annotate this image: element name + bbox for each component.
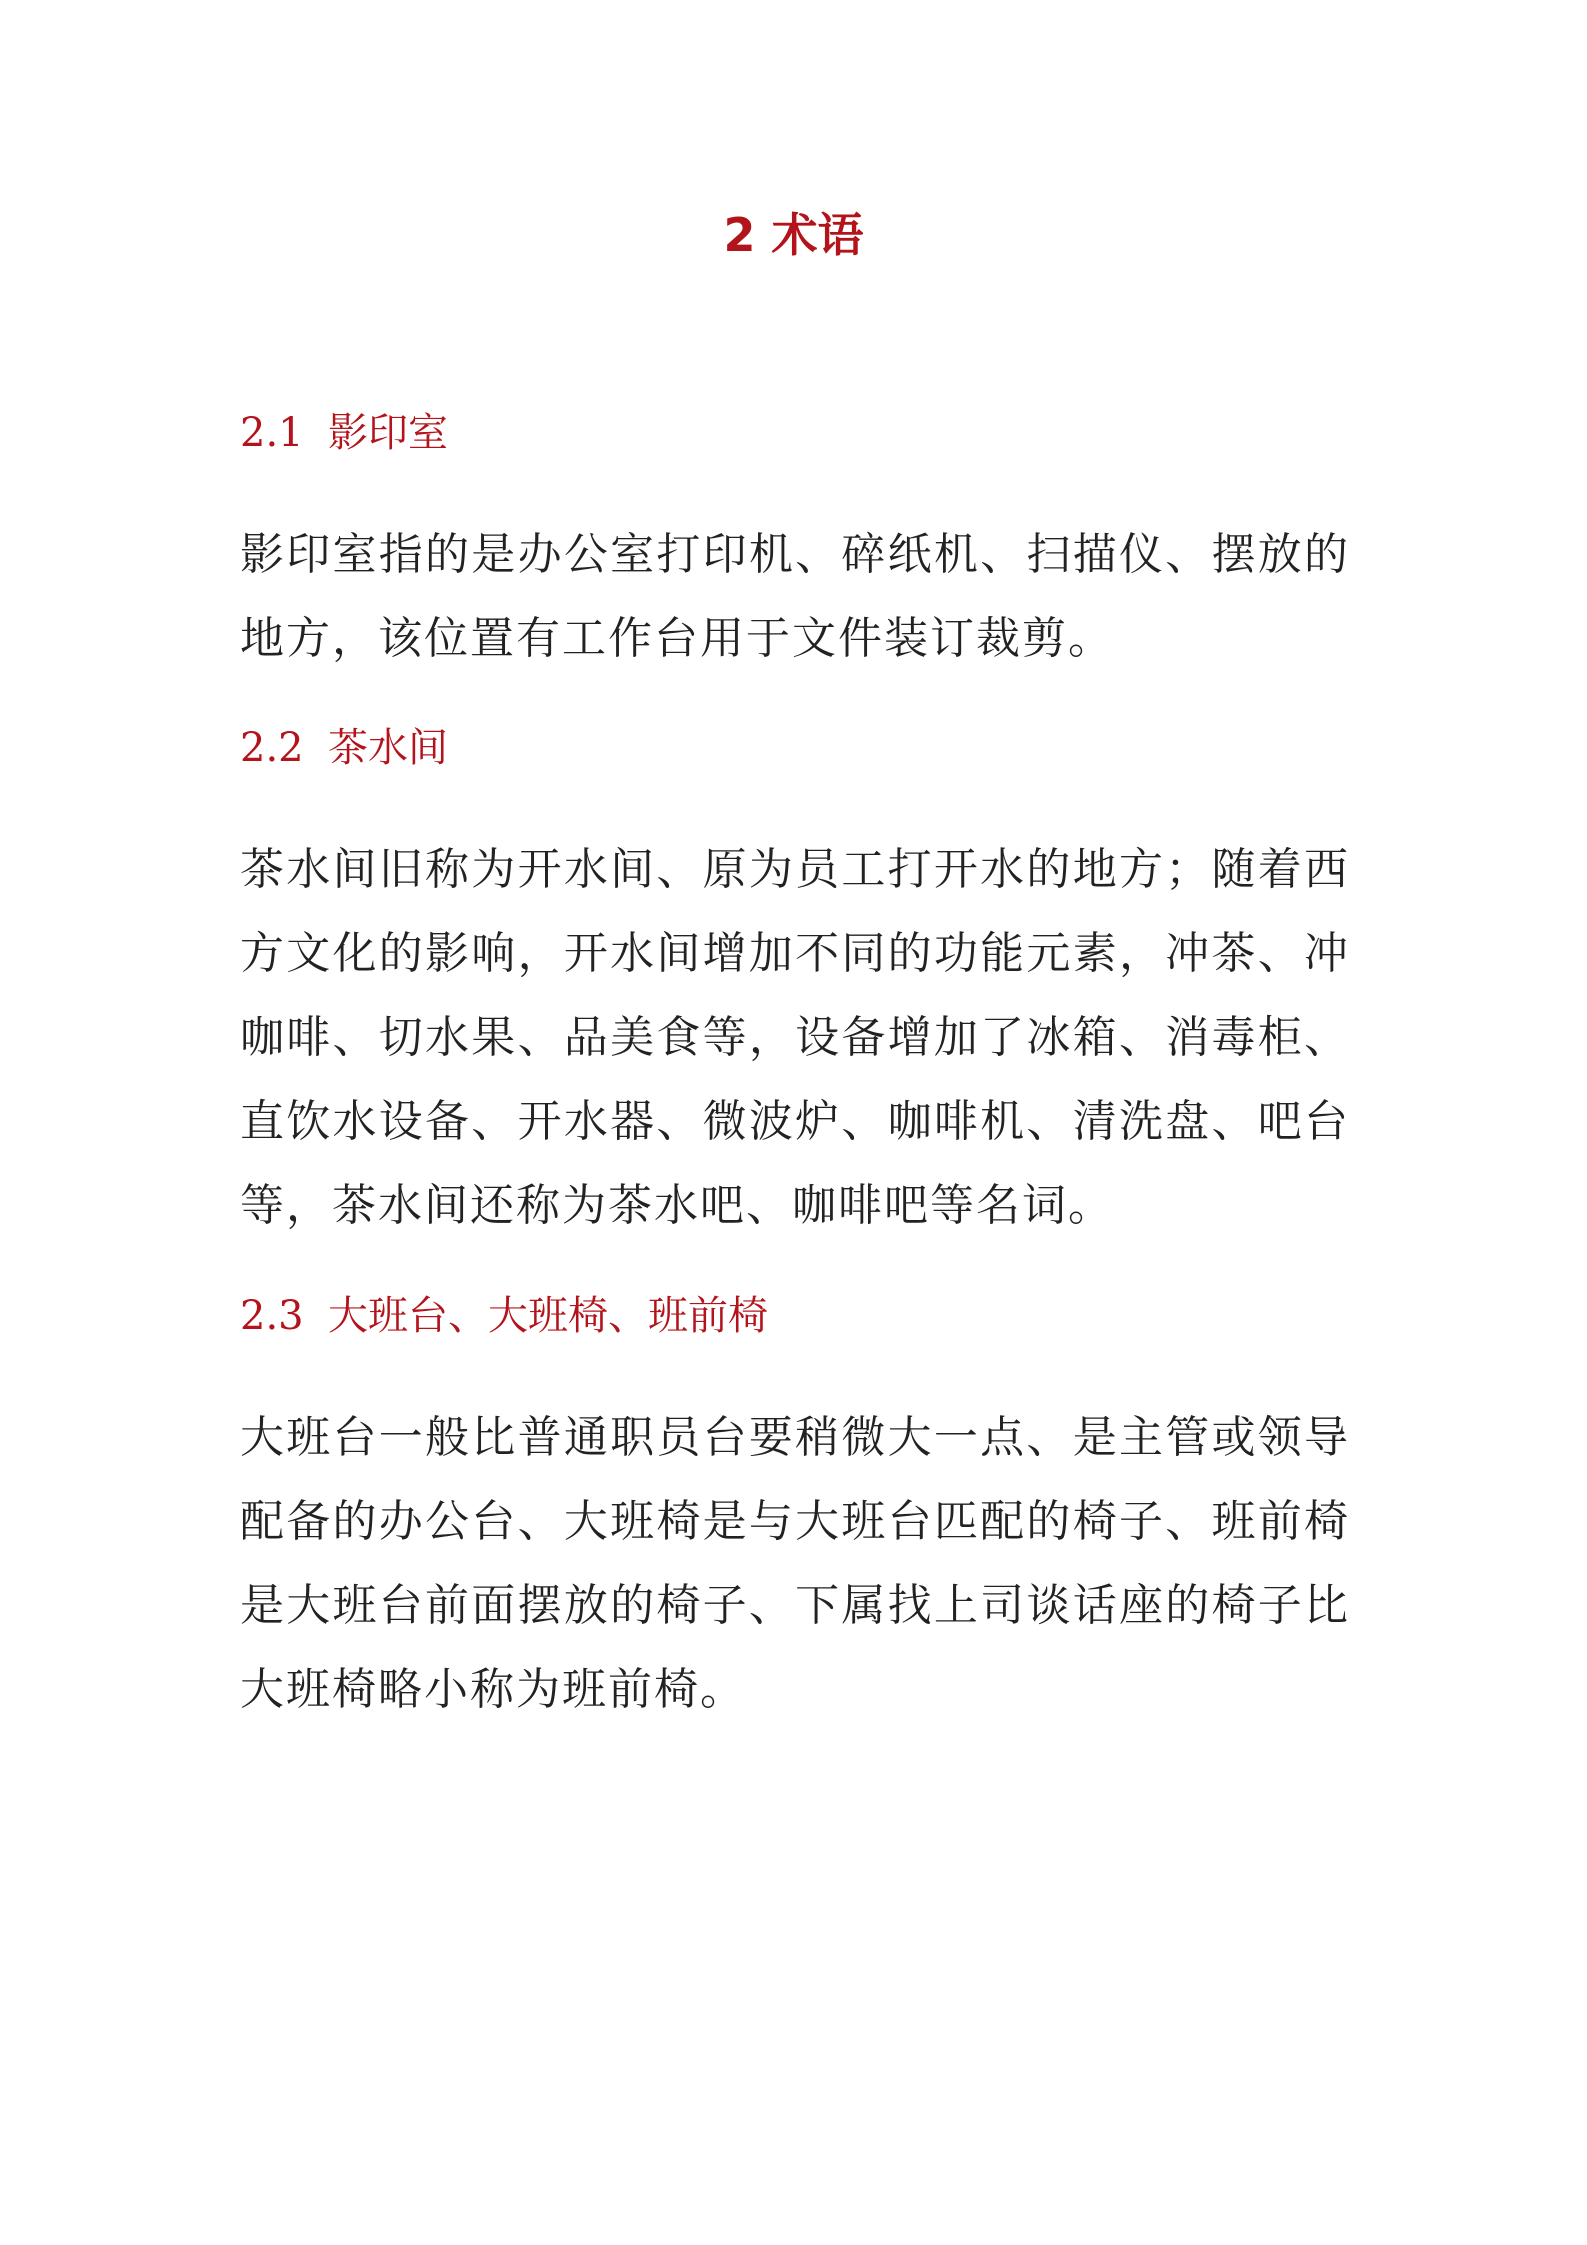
section-heading [240, 720, 1350, 776]
section-heading [240, 1288, 1350, 1344]
chapter-title: 2 术语 [723, 208, 864, 262]
section-number: 2.3 [240, 1293, 304, 1339]
section-number: 2.2 [240, 725, 304, 771]
section-2-3 [240, 1288, 1350, 1732]
section-title: 茶水间 [328, 725, 448, 771]
section-2-1 [240, 405, 1350, 681]
section-title: 影印室 [328, 410, 448, 456]
section-number: 2.1 [240, 410, 304, 456]
section-paragraph: 茶水间旧称为开水间、原为员工打开水的地方；随着西方文化的影响，开水间增加不同的功能元素，冲茶、冲咖啡、切水果、品美食等，设备增加了冰箱、消毒柜、直饮水设备、开水器、微波炉、咖啡机、清洗盘、吧台等，茶水间还称为茶水吧、咖啡吧等名词。 [240, 844, 1350, 1231]
section-paragraph: 大班台一般比普通职员台要稍微大一点、是主管或领导配备的办公台、大班椅是与大班台匹配的椅子、班前椅是大班台前面摆放的椅子、下属找上司谈话座的椅子比大班椅略小称为班前椅。 [240, 1412, 1350, 1715]
section-title: 大班台、大班椅、班前椅 [328, 1293, 768, 1339]
section-paragraph: 影印室指的是办公室打印机、碎纸机、扫描仪、摆放的地方，该位置有工作台用于文件装订裁剪。 [240, 529, 1350, 664]
section-2-2 [240, 720, 1350, 1248]
section-heading [240, 405, 1350, 461]
